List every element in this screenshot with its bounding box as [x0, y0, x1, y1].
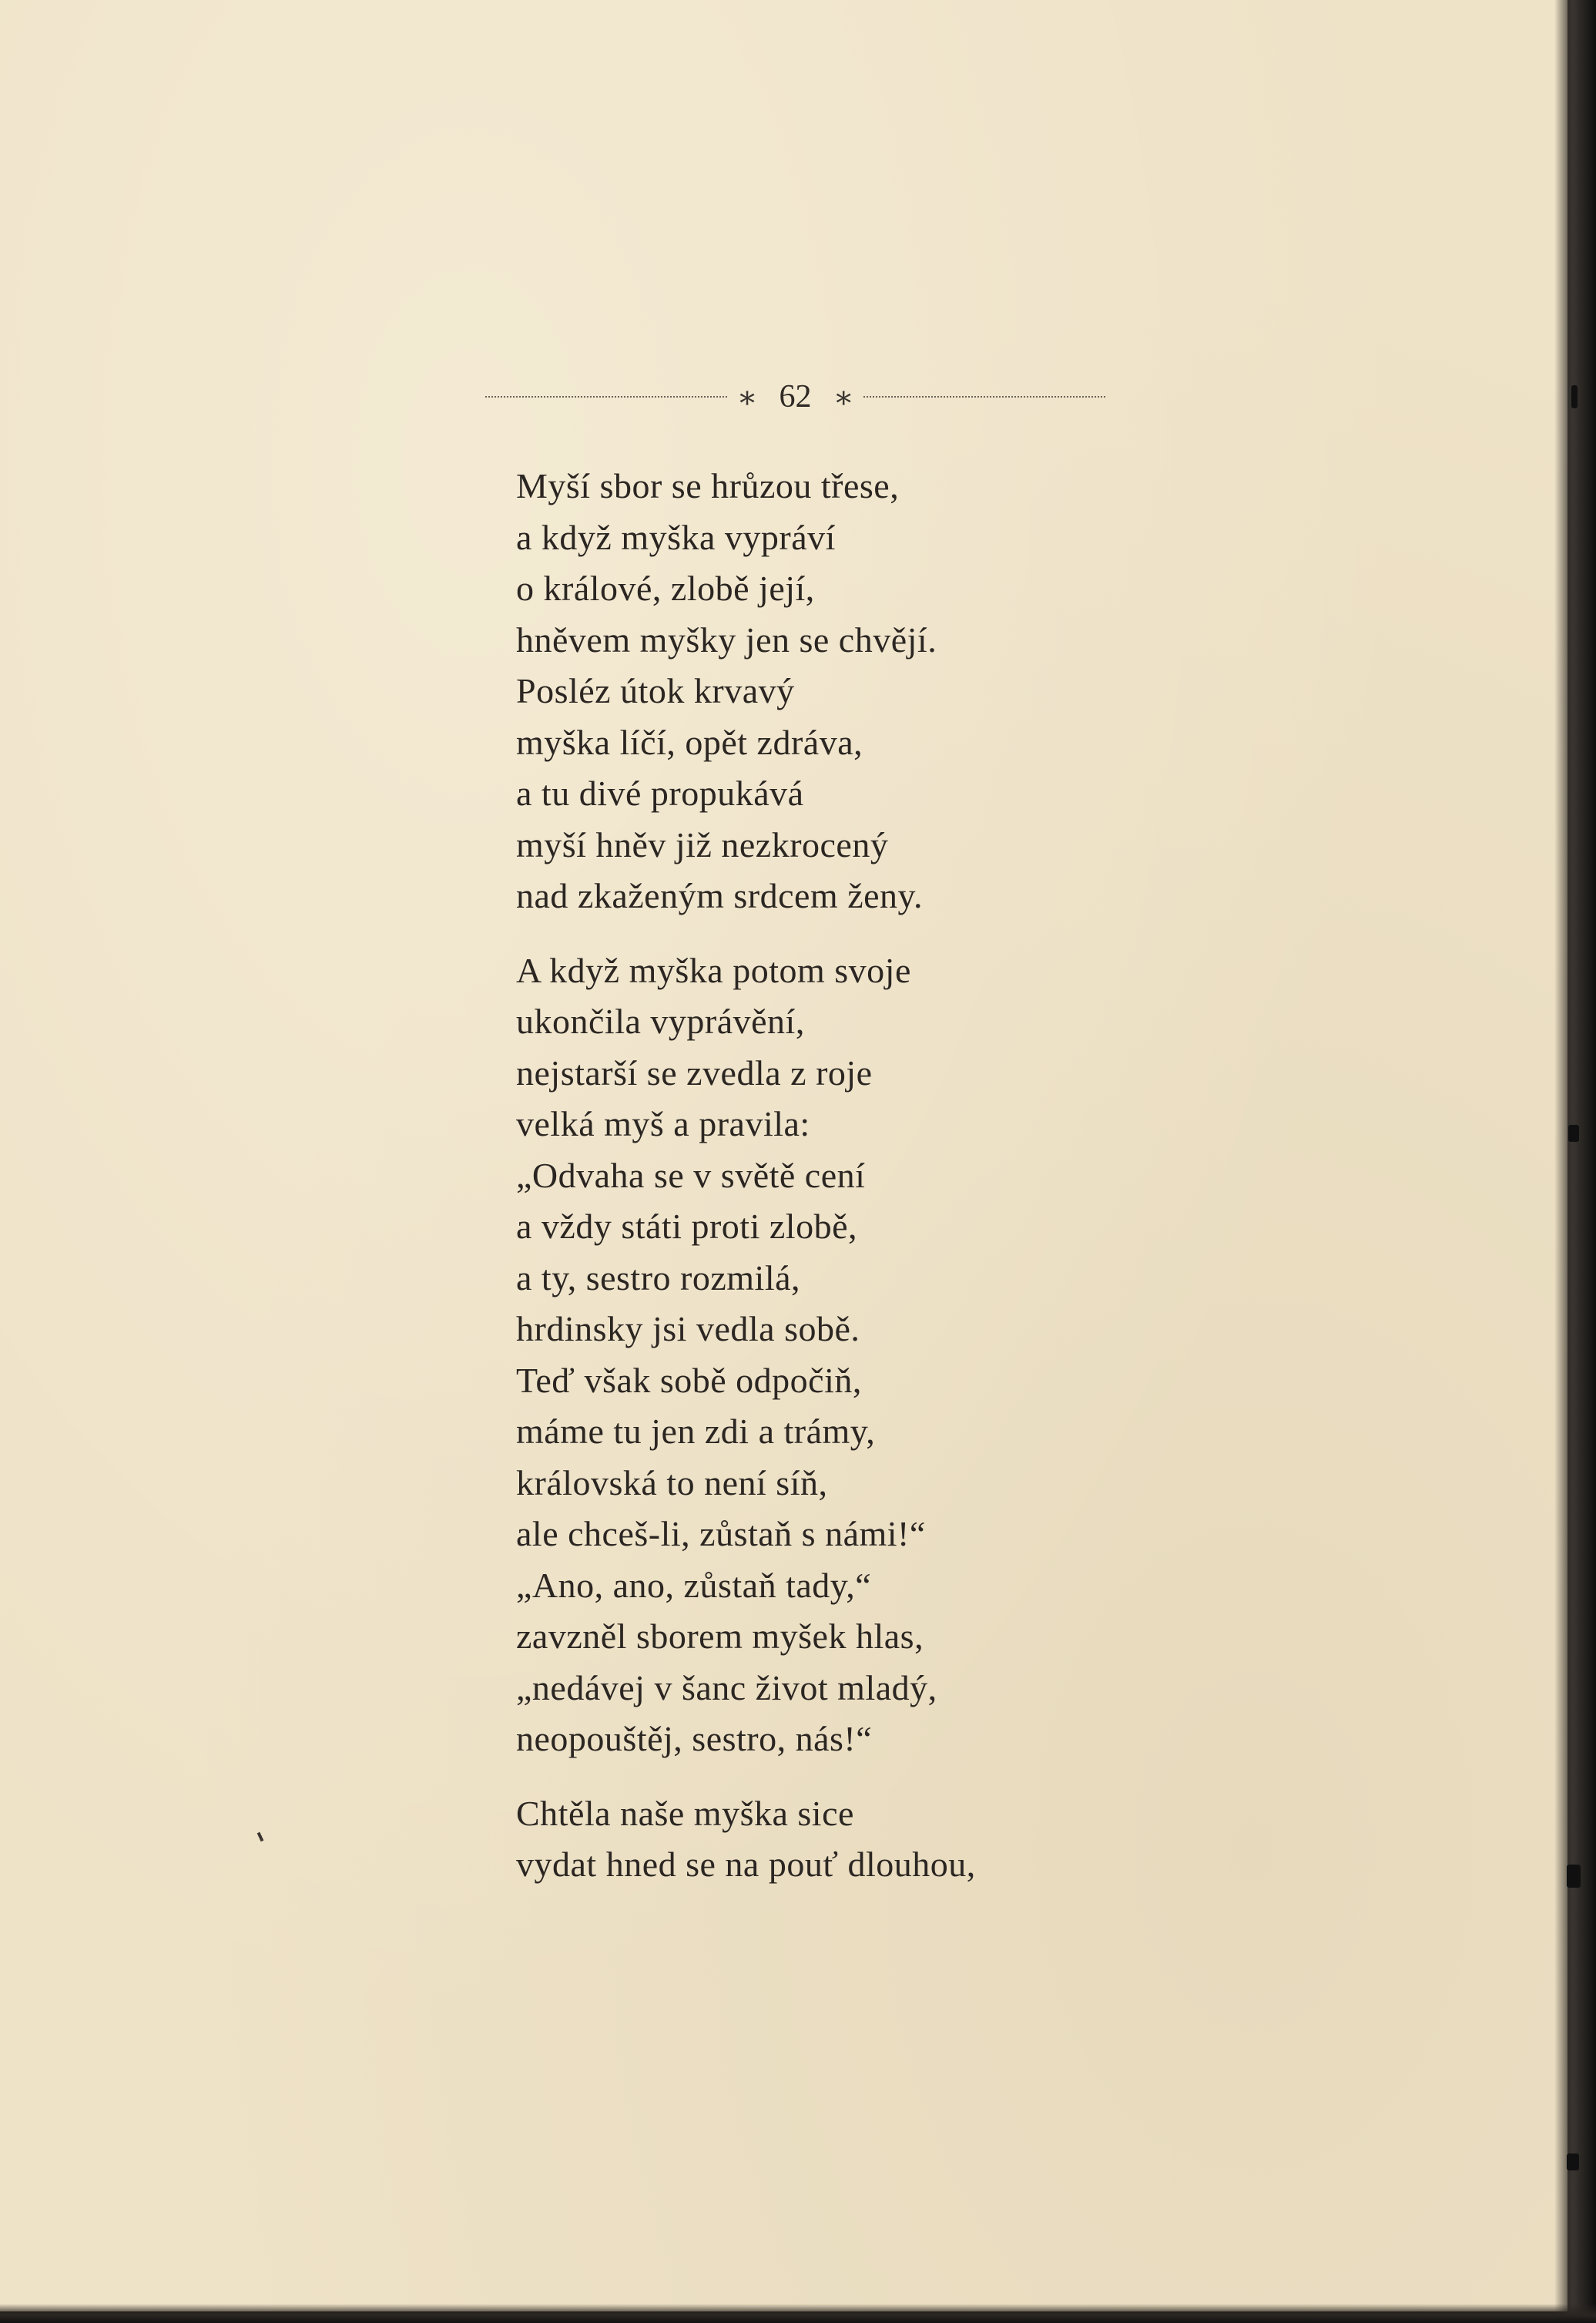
poem-line: královská to není síň, — [516, 1462, 828, 1502]
page-header — [485, 378, 1105, 416]
edge-mark — [1567, 1865, 1581, 1888]
poem-line: ale chceš-li, zůstaň s námi!“ — [516, 1514, 926, 1553]
poem-line: a když myška vypráví — [516, 517, 836, 557]
poem-line: Myší sbor se hrůzou třese, — [516, 466, 900, 505]
poem-line: Posléz útok krvavý — [516, 671, 795, 710]
header-rule-left — [485, 396, 727, 398]
edge-mark — [1571, 385, 1578, 408]
poem-line: Teď však sobě odpočiň, — [516, 1360, 862, 1400]
page-edge-shadow — [1554, 0, 1596, 2323]
poem-line: velká myš a pravila: — [516, 1104, 810, 1143]
poem-line: a ty, sestro rozmilá, — [516, 1257, 801, 1297]
stanza — [516, 1788, 1363, 1891]
poem-line: a tu divé propukává — [516, 774, 804, 813]
poem-line: neopouštěj, sestro, nás!“ — [516, 1719, 873, 1758]
poem-line: „Ano, ano, zůstaň tady,“ — [516, 1565, 872, 1605]
poem-line: hněvem myšky jen se chvějí. — [516, 619, 937, 660]
header-rule-right — [863, 396, 1105, 398]
poem-line: myší hněv již nezkrocený — [516, 824, 889, 864]
poem-line: myška líčí, opět zdráva, — [516, 722, 863, 762]
page-number: 62 — [779, 379, 812, 415]
poem-line: A když myška potom svoje — [516, 950, 911, 990]
paper-speck — [257, 1832, 264, 1842]
poem-line: „Odvaha se v světě cení — [516, 1155, 866, 1195]
header-ornament-right: ∗ — [833, 379, 854, 415]
header-ornament-left: ∗ — [736, 379, 758, 415]
page-bottom-shadow — [0, 2304, 1596, 2323]
edge-mark — [1567, 2153, 1579, 2170]
poem-line: hrdinsky jsi vedla sobě. — [516, 1309, 860, 1348]
poem-text — [516, 461, 1363, 1891]
poem-line: a vždy státi proti zlobě, — [516, 1207, 857, 1246]
poem-line: ukončila vyprávění, — [516, 1002, 805, 1041]
poem-line: o králové, zlobě její, — [516, 569, 815, 608]
stanza — [516, 945, 1363, 1765]
poem-line: nejstarší se zvedla z roje — [516, 1052, 873, 1093]
edge-mark — [1568, 1125, 1579, 1142]
poem-line: máme tu jen zdi a trámy, — [516, 1412, 876, 1451]
poem-line: vydat hned se na pouť dlouhou, — [516, 1845, 976, 1884]
poem-line: Chtěla naše myška sice — [516, 1793, 854, 1833]
poem-line: „nedávej v šanc život mladý, — [516, 1667, 937, 1707]
poem-line: nad zkaženým srdcem ženy. — [516, 876, 924, 915]
stanza — [516, 461, 1363, 922]
poem-line: zavzněl sborem myšek hlas, — [516, 1616, 924, 1656]
